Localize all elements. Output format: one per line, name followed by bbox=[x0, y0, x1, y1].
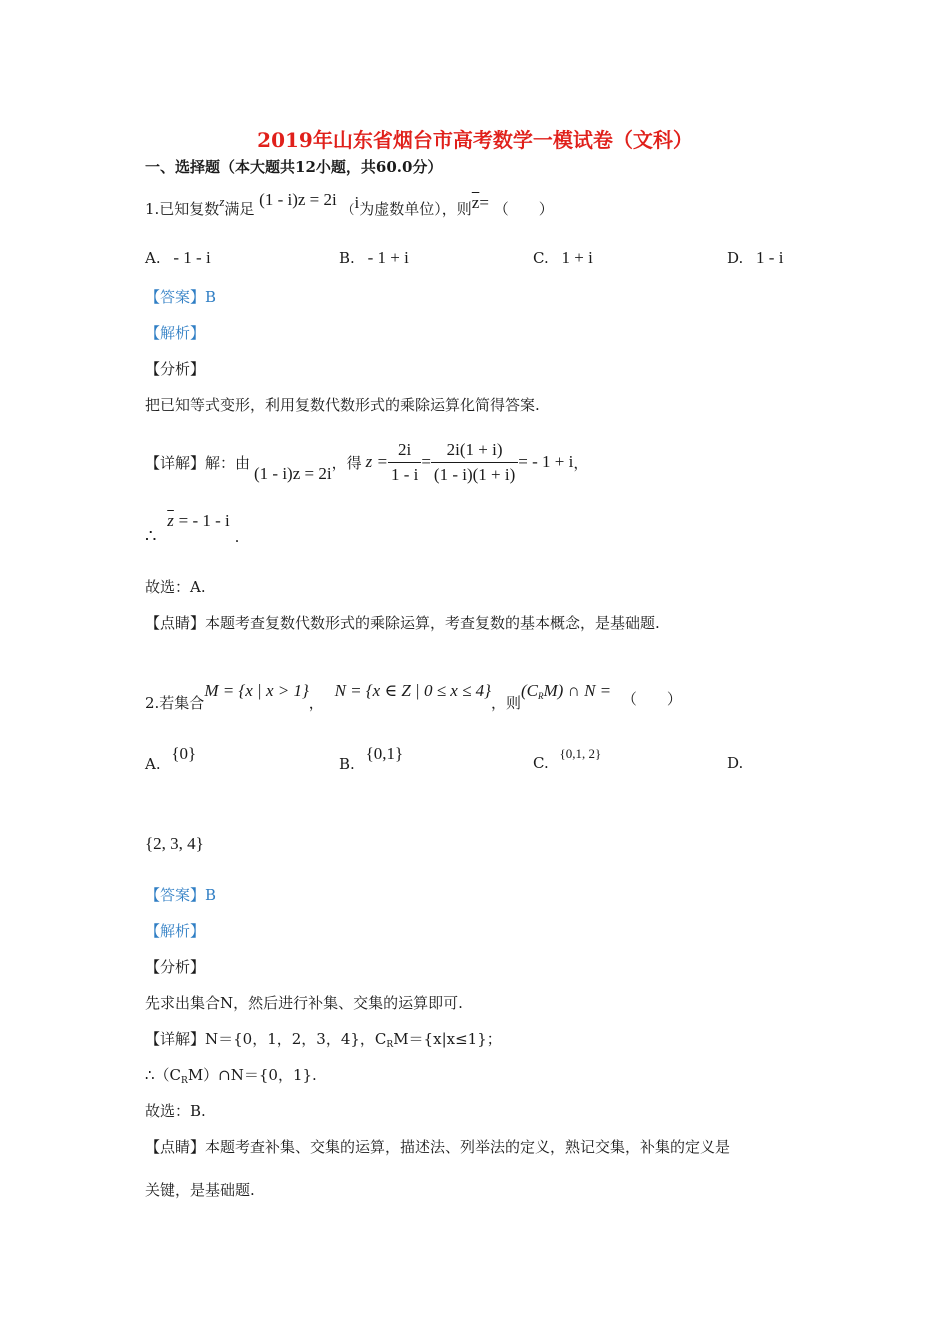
q2-option-d: D. bbox=[727, 754, 744, 772]
q2-dianjing-line2: 关键，是基础题. bbox=[145, 1181, 255, 1199]
q1-conclusion-conj: $\overline{z}$ bbox=[167, 511, 174, 530]
q1-stem-d: 为虚数单位），则 bbox=[359, 200, 472, 218]
q1-conclusion-period: . bbox=[234, 528, 240, 546]
q1-fraction-1: $\frac{2i}{1 - i}$ bbox=[388, 440, 421, 485]
q1-option-a: A. - 1 - i bbox=[145, 248, 211, 267]
q2-fenxi: 【分析】 bbox=[145, 958, 206, 976]
q1-detail bbox=[145, 434, 588, 490]
q2-expr: $(C_RM)$ ∩ N = bbox=[520, 681, 612, 701]
q2-paren: （ ） bbox=[621, 690, 682, 708]
q1-stem-c: （ bbox=[341, 203, 355, 218]
q1-jiexi: 【解析】 bbox=[145, 324, 206, 342]
therefore-symbol: ∴ bbox=[145, 526, 157, 547]
q1-paren: （ ） bbox=[493, 200, 554, 218]
q1-conclusion bbox=[145, 510, 239, 550]
q1-fraction-2: $\frac{2i(1 + i)}{(1 - i)(1 + i)}$ bbox=[431, 440, 518, 485]
q1-fenxi: 【分析】 bbox=[145, 360, 206, 378]
q1-unit-i: i bbox=[354, 193, 360, 212]
q1-stem-a: 1.已知复数 bbox=[145, 200, 220, 218]
q1-detail-z: z = bbox=[365, 452, 388, 471]
q2-option-d-value: {2, 3, 4} bbox=[145, 834, 204, 853]
q1-conclusion-value: = - 1 - i bbox=[178, 511, 230, 530]
q1-stem bbox=[145, 190, 554, 219]
q1-dianjing: 【点睛】本题考查复数代数形式的乘除运算，考查复数的基本概念，是基础题. bbox=[145, 614, 660, 632]
q1-fenxi-text: 把已知等式变形，利用复数代数形式的乘除运算化简得答案. bbox=[145, 396, 540, 414]
q1-detail-get: ，得 bbox=[331, 453, 362, 472]
q2-stem-a: 2.若集合 bbox=[145, 694, 205, 712]
page-title: 2019年山东省烟台市高考数学一模试卷（文科） bbox=[257, 128, 693, 152]
q2-therefore: $\therefore(C_RM)\cap N=\{0$，1}. bbox=[145, 1066, 317, 1086]
q2-option-a: A. {0} bbox=[145, 744, 197, 773]
q2-detail: 【详解】N＝{0，1，2，3，4}，$C_RM=\{x|x\le 1\}$； bbox=[145, 1030, 502, 1050]
q2-comma2: ，则 bbox=[490, 694, 521, 712]
q2-dianjing-line1: 【点睛】本题考查补集、交集的运算，描述法、列举法的定义，熟记交集，补集的定义是 bbox=[145, 1138, 731, 1156]
q2-answer: 【答案】B bbox=[145, 886, 217, 904]
q2-option-c: C. {0,1, 2} bbox=[533, 746, 602, 772]
q1-detail-label: 【详解】解：由 bbox=[145, 453, 251, 472]
q2-fenxi-text: 先求出集合N，然后进行补集、交集的运算即可. bbox=[145, 994, 463, 1012]
q1-option-b: B. - 1 + i bbox=[339, 248, 409, 267]
q1-condition: (1 - i)z = 2i bbox=[259, 190, 337, 209]
section-heading: 一、选择题（本大题共12小题，共60.0分） bbox=[145, 158, 443, 176]
q2-choose: 故选：B. bbox=[145, 1102, 206, 1120]
q1-option-d: D. 1 - i bbox=[727, 248, 784, 267]
q2-jiexi: 【解析】 bbox=[145, 922, 206, 940]
q2-set-m: M = {x | x > 1} bbox=[204, 681, 309, 700]
q2-stem bbox=[145, 680, 682, 714]
q1-choose: 故选：A. bbox=[145, 578, 206, 596]
q1-conj-z: $\overline{z}$ bbox=[471, 193, 480, 212]
q1-detail-cond: (1 - i)z = 2i bbox=[254, 464, 332, 483]
q2-option-b: B. {0,1} bbox=[339, 744, 404, 773]
q1-result: = - 1 + i bbox=[518, 452, 574, 471]
q1-answer: 【答案】B bbox=[145, 288, 217, 306]
q2-comma1: ， bbox=[308, 694, 324, 712]
q1-stem-b: 满足 bbox=[224, 200, 255, 218]
q1-var-z: z bbox=[219, 194, 225, 209]
q1-option-c: C. 1 + i bbox=[533, 248, 593, 267]
q1-eq2: = bbox=[421, 452, 431, 471]
q1-eq: = bbox=[479, 193, 489, 212]
q2-set-n: N = {x ∈ Z | 0 ≤ x ≤ 4} bbox=[334, 681, 491, 700]
q1-comma: ， bbox=[573, 453, 589, 472]
